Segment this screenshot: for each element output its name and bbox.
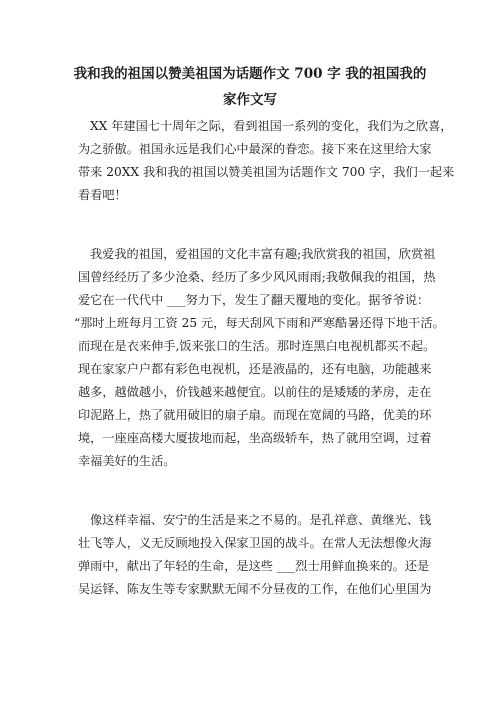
paragraph-line: “那时上班每月工资 25 元，每天刮风下雨和严寒酷暑还得下地干活。 (74, 316, 445, 330)
document-title-continued: 家作文写 (223, 92, 277, 108)
paragraph-line: 为之骄傲。祖国永远是我们心中最深的眷恋。接下来在这里给大家 (78, 142, 432, 156)
paragraph-line: 看看吧！ (78, 188, 127, 202)
paragraph-line: 吴运铎、陈友生等专家默默无闻不分昼夜的工作，在他们心里国为 (78, 582, 432, 596)
paragraph-line: 带来 20XX 我和我的祖国以赞美祖国为话题作文 700 字，我们一起来 (78, 165, 455, 179)
paragraph-line: 印泥路上，热了就用破旧的扇子扇。而现在宽阔的马路，优美的环 (78, 408, 432, 422)
paragraph-line: 像这样幸福、安宁的生活是来之不易的。是孔祥意、黄继光、钱 (90, 513, 432, 527)
paragraph-line: 越多，越做越小，价钱越来越便宜。以前住的是矮矮的茅房，走在 (78, 385, 432, 399)
document-title: 我和我的祖国以赞美祖国为话题作文 700 字 我的祖国我的 (73, 66, 427, 82)
paragraph-line: 爱它在一代代中 ___努力下，发生了翻天覆地的变化。据爷爷说： (78, 293, 430, 307)
paragraph-line: 国曾经经历了多少沧桑、经历了多少风风雨雨;我敬佩我的祖国，热 (78, 270, 436, 284)
paragraph-line: 壮飞等人，义无反顾地投入保家卫国的战斗。在常人无法想像火海 (78, 536, 432, 550)
paragraph-line: XX 年建国七十周年之际，看到祖国一系列的变化，我们为之欣喜， (90, 119, 453, 133)
paragraph-line: 幸福美好的生活。 (78, 454, 176, 468)
paragraph-line: 我爱我的祖国，爱祖国的文化丰富有趣;我欣赏我的祖国，欣赏祖 (90, 247, 436, 261)
paragraph-line: 而现在是衣来伸手,饭来张口的生活。那时连黑白电视机都买不起。 (78, 339, 436, 353)
paragraph-line: 现在家家户户都有彩色电视机，还是液晶的，还有电脑，功能越来 (78, 362, 432, 376)
paragraph-line: 境，一座座高楼大厦拔地而起，坐高级轿车，热了就用空调，过着 (78, 431, 432, 445)
paragraph-line: 弹雨中，献出了年轻的生命，是这些 ___烈士用鲜血换来的。还是 (78, 559, 430, 573)
